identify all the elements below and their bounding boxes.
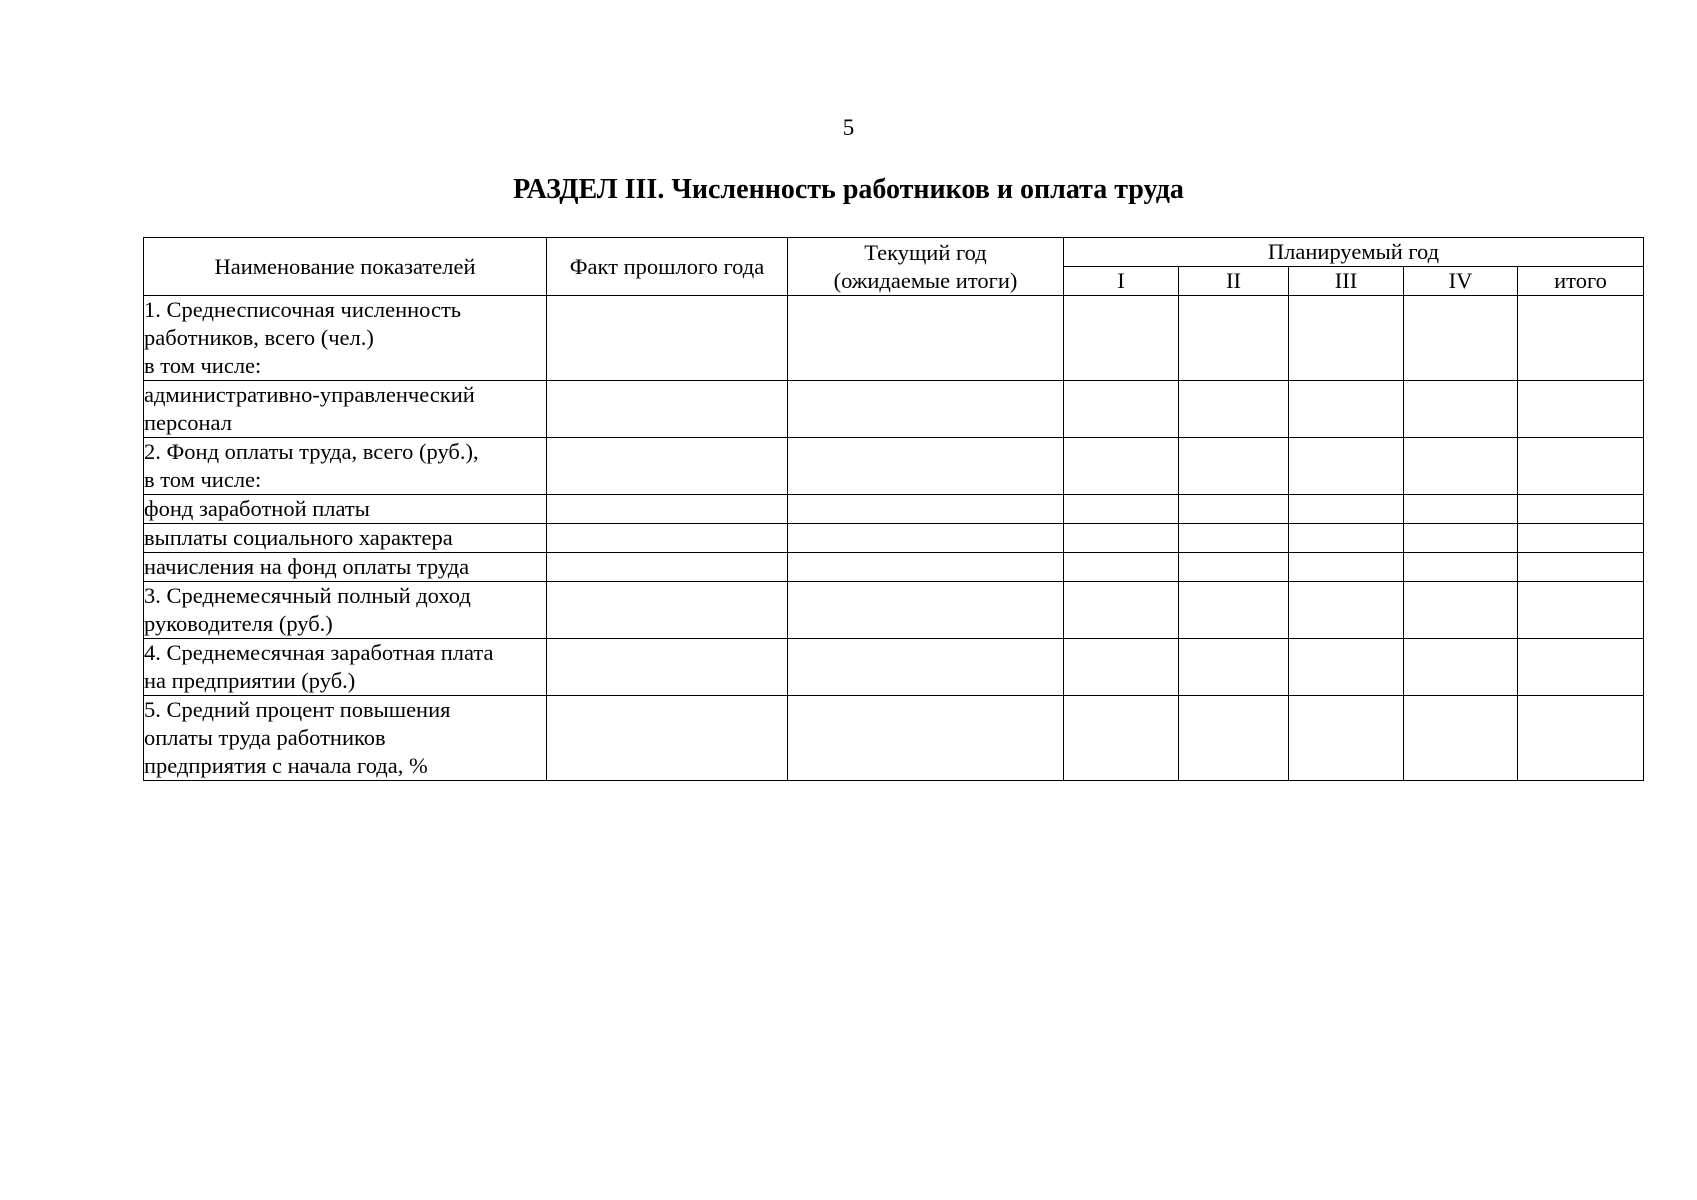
table-row <box>144 553 1644 582</box>
indicator-name-line: персонал <box>144 410 232 435</box>
indicator-name <box>144 639 547 696</box>
page-number: 5 <box>842 115 855 140</box>
table-row <box>144 495 1644 524</box>
value-cell[interactable] <box>1179 696 1289 781</box>
value-cell[interactable] <box>1179 296 1289 381</box>
table-row <box>144 582 1644 639</box>
value-cell[interactable] <box>1518 296 1644 381</box>
value-cell[interactable] <box>788 495 1064 524</box>
indicator-name <box>144 524 547 553</box>
value-cell[interactable] <box>1289 381 1404 438</box>
value-cell[interactable] <box>1518 639 1644 696</box>
indicator-name-line: на предприятии (руб.) <box>144 668 356 693</box>
indicator-name-line: 2. Фонд оплаты труда, всего (руб.), <box>144 439 479 464</box>
table-row <box>144 381 1644 438</box>
value-cell[interactable] <box>547 696 788 781</box>
value-cell[interactable] <box>1518 553 1644 582</box>
value-cell[interactable] <box>1404 495 1518 524</box>
value-cell[interactable] <box>547 495 788 524</box>
header-last-year-fact: Факт прошлого года <box>547 238 788 296</box>
indicator-name-line: выплаты социального характера <box>144 525 453 550</box>
value-cell[interactable] <box>1404 296 1518 381</box>
value-cell[interactable] <box>547 438 788 495</box>
value-cell[interactable] <box>1064 524 1179 553</box>
indicator-name <box>144 696 547 781</box>
header-planned-year: Планируемый год <box>1064 238 1644 267</box>
indicator-name-line: 4. Среднемесячная заработная плата <box>144 640 494 665</box>
value-cell[interactable] <box>1179 438 1289 495</box>
value-cell[interactable] <box>1064 296 1179 381</box>
value-cell[interactable] <box>1518 582 1644 639</box>
indicator-name <box>144 296 547 381</box>
indicator-name-line: руководителя (руб.) <box>144 611 333 636</box>
value-cell[interactable] <box>1064 582 1179 639</box>
indicator-name-line: административно-управленческий <box>144 382 475 407</box>
table-row <box>144 296 1644 381</box>
indicator-name-line: 5. Средний процент повышения <box>144 697 451 722</box>
table-row <box>144 696 1644 781</box>
value-cell[interactable] <box>1518 381 1644 438</box>
section-title: РАЗДЕЛ III. Численность работников и оплата труда <box>513 174 1184 205</box>
value-cell[interactable] <box>1404 696 1518 781</box>
value-cell[interactable] <box>788 381 1064 438</box>
value-cell[interactable] <box>1179 639 1289 696</box>
indicator-name-line: оплаты труда работников <box>144 725 386 750</box>
indicator-name <box>144 381 547 438</box>
header-quarter-2: II <box>1179 267 1289 296</box>
value-cell[interactable] <box>1289 438 1404 495</box>
value-cell[interactable] <box>547 582 788 639</box>
value-cell[interactable] <box>788 553 1064 582</box>
value-cell[interactable] <box>1404 582 1518 639</box>
indicator-name-line: в том числе: <box>144 467 262 492</box>
value-cell[interactable] <box>1064 553 1179 582</box>
value-cell[interactable] <box>1404 524 1518 553</box>
indicator-name <box>144 582 547 639</box>
header-current-year-line2: (ожидаемые итоги) <box>833 267 1018 293</box>
indicator-name-line: 3. Среднемесячный полный доход <box>144 583 471 608</box>
indicator-name-line: предприятия с начала года, % <box>144 753 428 778</box>
value-cell[interactable] <box>1064 696 1179 781</box>
value-cell[interactable] <box>1289 495 1404 524</box>
value-cell[interactable] <box>788 438 1064 495</box>
value-cell[interactable] <box>1404 438 1518 495</box>
value-cell[interactable] <box>547 639 788 696</box>
value-cell[interactable] <box>1179 524 1289 553</box>
value-cell[interactable] <box>1064 639 1179 696</box>
header-current-year <box>788 238 1064 296</box>
header-quarter-4: IV <box>1404 267 1518 296</box>
header-indicator-name: Наименование показателей <box>144 238 547 296</box>
indicators-table <box>143 237 1644 781</box>
header-current-year-line1: Текущий год <box>864 239 987 265</box>
indicator-name-line: начисления на фонд оплаты труда <box>144 554 470 579</box>
value-cell[interactable] <box>1064 495 1179 524</box>
value-cell[interactable] <box>547 553 788 582</box>
header-total: итого <box>1518 267 1644 296</box>
value-cell[interactable] <box>547 296 788 381</box>
value-cell[interactable] <box>1518 696 1644 781</box>
value-cell[interactable] <box>1518 524 1644 553</box>
value-cell[interactable] <box>1289 553 1404 582</box>
indicator-name <box>144 438 547 495</box>
value-cell[interactable] <box>1289 696 1404 781</box>
value-cell[interactable] <box>1179 582 1289 639</box>
value-cell[interactable] <box>1404 639 1518 696</box>
table-row <box>144 639 1644 696</box>
value-cell[interactable] <box>1518 438 1644 495</box>
value-cell[interactable] <box>1404 553 1518 582</box>
value-cell[interactable] <box>1179 381 1289 438</box>
value-cell[interactable] <box>1179 553 1289 582</box>
value-cell[interactable] <box>1064 381 1179 438</box>
header-quarter-3: III <box>1289 267 1404 296</box>
indicator-name-line: работников, всего (чел.) <box>144 325 374 350</box>
value-cell[interactable] <box>1518 495 1644 524</box>
value-cell[interactable] <box>547 381 788 438</box>
value-cell[interactable] <box>1179 495 1289 524</box>
value-cell[interactable] <box>788 696 1064 781</box>
value-cell[interactable] <box>1289 582 1404 639</box>
value-cell[interactable] <box>1289 296 1404 381</box>
value-cell[interactable] <box>547 524 788 553</box>
value-cell[interactable] <box>788 639 1064 696</box>
table-row <box>144 438 1644 495</box>
indicator-name <box>144 553 547 582</box>
value-cell[interactable] <box>1064 438 1179 495</box>
value-cell[interactable] <box>788 582 1064 639</box>
value-cell[interactable] <box>788 524 1064 553</box>
indicator-name-line: 1. Среднесписочная численность <box>144 297 462 322</box>
indicator-name-line: в том числе: <box>144 353 262 378</box>
header-quarter-1: I <box>1064 267 1179 296</box>
indicator-name-line: фонд заработной платы <box>144 496 370 521</box>
indicator-name <box>144 495 547 524</box>
value-cell[interactable] <box>788 296 1064 381</box>
value-cell[interactable] <box>1404 381 1518 438</box>
value-cell[interactable] <box>1289 639 1404 696</box>
table-row <box>144 524 1644 553</box>
value-cell[interactable] <box>1289 524 1404 553</box>
